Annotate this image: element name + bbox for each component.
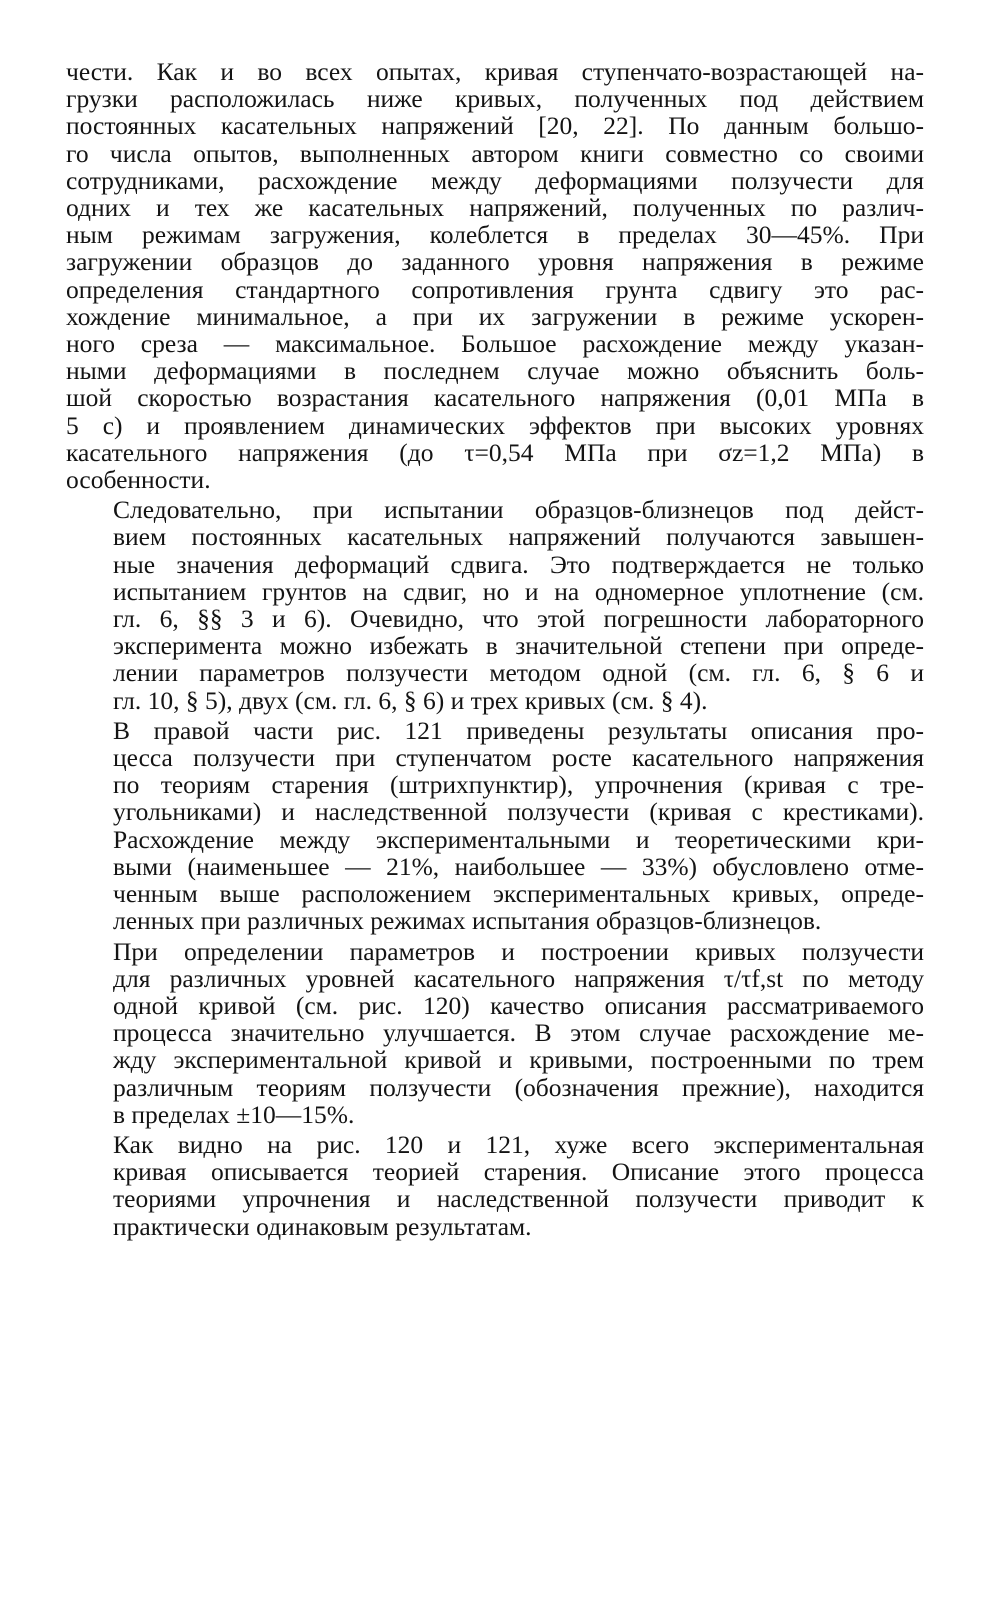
text-line: 5 с) и проявлением динамических эффектов при высоких уровнях (66, 410, 924, 440)
text-line: гл. 10, § 5), двух (см. гл. 6, § 6) и трех кривых (см. § 4). (113, 685, 708, 715)
text-line: При определении параметров и построении кривых ползучести (113, 936, 924, 966)
text-line: практически одинаковым результатам. (113, 1211, 532, 1241)
text-line: ченным выше расположением экспериментальных кривых, опреде- (113, 879, 924, 909)
paragraph (66, 938, 924, 1128)
text-line: жду экспериментальной кривой и кривыми, построенными по трем (113, 1045, 924, 1075)
text-line: угольниками) и наследственной ползучести (кривая с крестиками). (113, 797, 924, 827)
text-line: лении параметров ползучести методом одной (см. гл. 6, § 6 и (113, 658, 924, 688)
text-line: определения стандартного сопротивления грунта сдвигу это рас- (66, 274, 924, 304)
text-line: различным теориям ползучести (обозначения прежние), находится (113, 1072, 924, 1102)
text-line: сотрудниками, расхождение между деформациями ползучести для (66, 165, 924, 195)
text-line: Расхождение между экспериментальными и теоретическими кри- (113, 824, 924, 854)
document-page (66, 58, 924, 1240)
text-line: ные значения деформаций сдвига. Это подтверждается не только (113, 549, 924, 579)
paragraph (66, 1131, 924, 1240)
text-line: В правой части рис. 121 приведены результаты описания про- (113, 715, 924, 745)
text-line: одних и тех же касательных напряжений, полученных по различ- (66, 193, 924, 223)
text-line: го числа опытов, выполненных автором книги совместно со своими (66, 138, 924, 168)
text-line: грузки расположилась ниже кривых, полученных под действием (66, 84, 924, 114)
text-line: по теориям старения (штрихпунктир), упрочнения (кривая с тре- (113, 770, 924, 800)
text-line: одной кривой (см. рис. 120) качество описания рассматриваемого (113, 990, 924, 1020)
text-line: Следовательно, при испытании образцов-близнецов под дейст- (113, 495, 924, 525)
text-line: гл. 6, §§ 3 и 6). Очевидно, что этой погрешности лабораторного (113, 604, 924, 634)
text-line: теориями упрочнения и наследственной ползучести приводит к (113, 1184, 924, 1214)
text-line: в пределах ±10—15%. (113, 1099, 355, 1129)
text-line: выми (наименьшее — 21%, наибольшее — 33%) обусловлено отме- (113, 851, 924, 881)
text-line: ного среза — максимальное. Большое расхождение между указан- (66, 329, 924, 359)
text-line: вием постоянных касательных напряжений получаются завышен- (113, 522, 924, 552)
text-line: ным режимам загружения, колеблется в пределах 30—45%. При (66, 220, 924, 250)
text-line: касательного напряжения (до τ=0,54 МПа при σz=1,2 МПа) в (66, 437, 924, 467)
paragraph (66, 717, 924, 935)
text-line: загружении образцов до заданного уровня напряжения в режиме (66, 247, 924, 277)
text-line: постоянных касательных напряжений [20, 22]. По данным большо- (66, 111, 924, 141)
text-line: эксперимента можно избежать в значительной степени при опреде- (113, 631, 924, 661)
text-line: процесса значительно улучшается. В этом случае расхождение ме- (113, 1018, 924, 1048)
text-line: Как видно на рис. 120 и 121, хуже всего экспериментальная (113, 1129, 924, 1159)
text-line: чести. Как и во всех опытах, кривая ступенчато-возрастающей на- (66, 57, 924, 86)
text-line: хождение минимальное, а при их загружении в режиме ускорен- (66, 301, 924, 331)
text-line: ленных при различных режимах испытания образцов-близнецов. (113, 906, 822, 936)
paragraph (66, 58, 924, 493)
text-line: особенности. (66, 465, 211, 495)
text-line: испытанием грунтов на сдвиг, но и на одномерное уплотнение (см. (113, 576, 924, 606)
text-line: шой скоростью возрастания касательного напряжения (0,01 МПа в (66, 383, 924, 413)
text-line: ными деформациями в последнем случае можно объяснить боль- (66, 356, 924, 386)
text-line: для различных уровней касательного напряжения τ/τf,st по методу (113, 963, 924, 993)
text-line: кривая описывается теорией старения. Описание этого процесса (113, 1157, 924, 1187)
text-line: цесса ползучести при ступенчатом росте касательного напряжения (113, 743, 924, 773)
paragraph (66, 496, 924, 714)
